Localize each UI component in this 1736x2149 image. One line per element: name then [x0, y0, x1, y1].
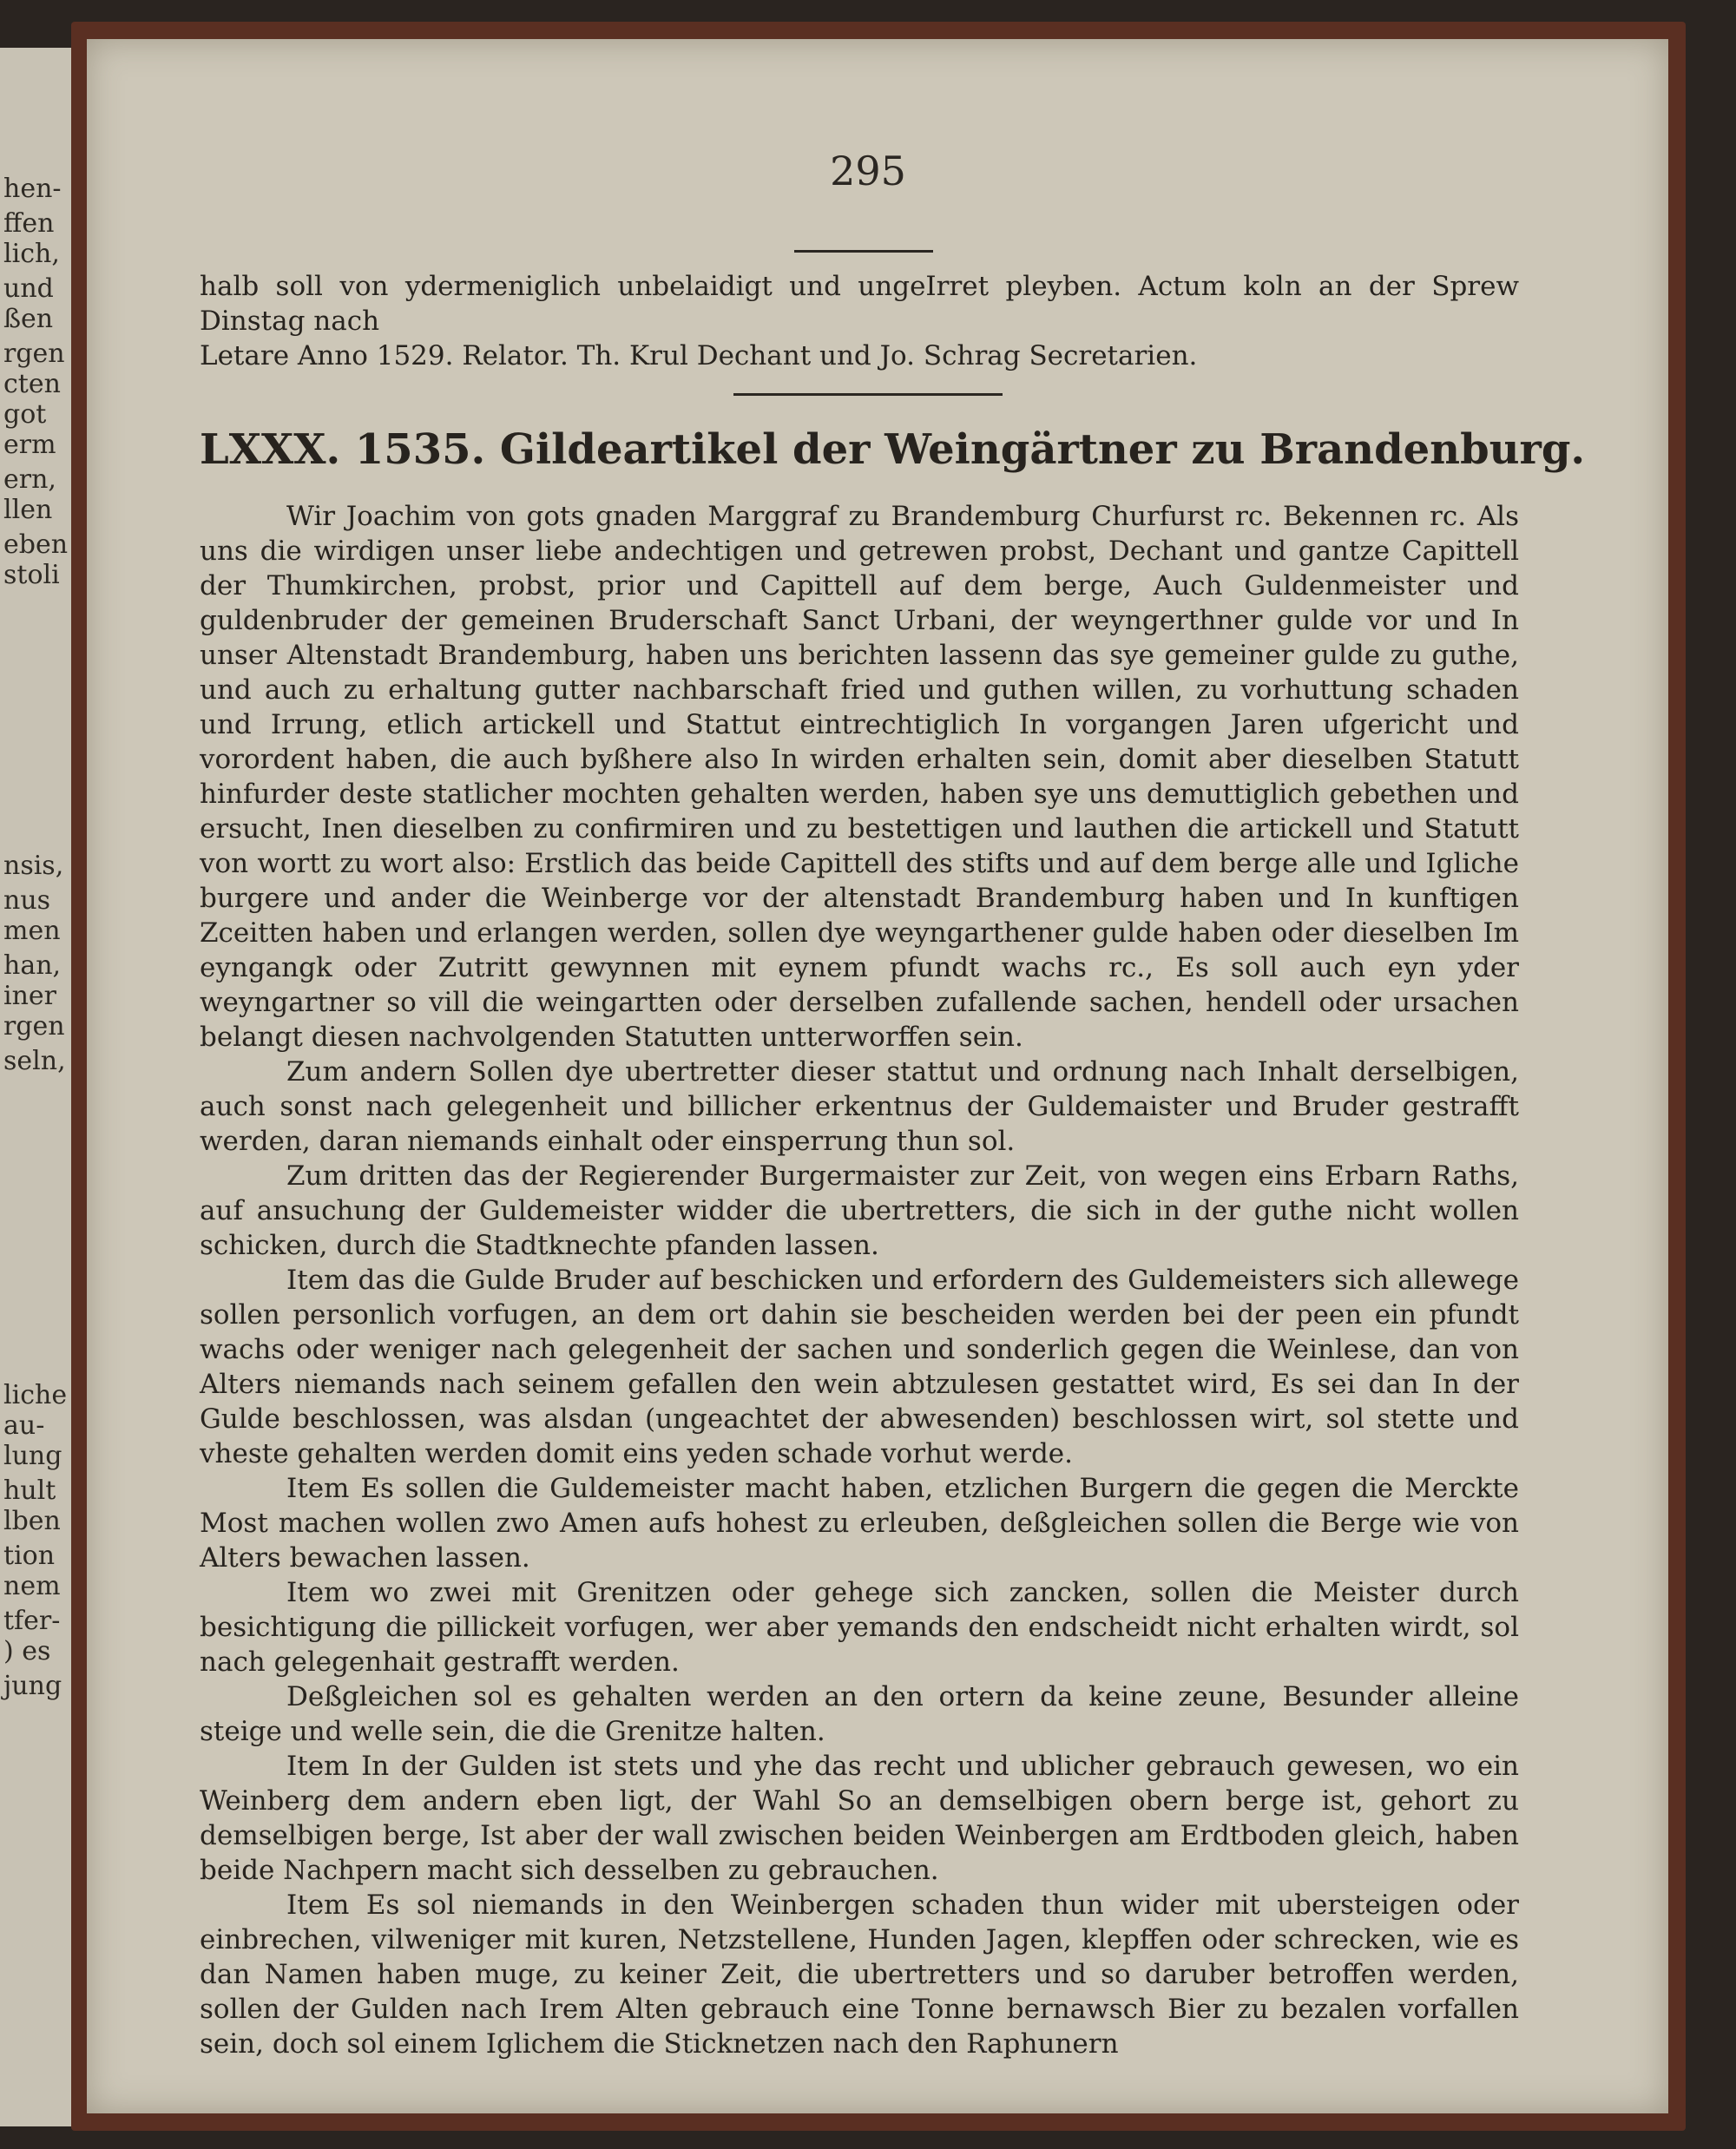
paragraph-zum-dritten: Zum dritten das der Regierender Burgermaister zur Zeit, von wegen eins Erbarn Raths, auf ansuchung der Guldemeister widder die ubertretters, die sich in der guthe nicht wollen schicken, durch die Stadtknechte pfanden lassen. — [200, 1160, 1519, 1261]
article-body — [200, 499, 1519, 2061]
margin-fragment: ) es — [3, 1636, 51, 1666]
margin-fragment: jung — [3, 1671, 62, 1701]
margin-fragment: tfer- — [3, 1606, 61, 1636]
margin-fragment: lben — [3, 1506, 61, 1536]
margin-fragment: ern, — [3, 464, 56, 495]
intro-line-2: Letare Anno 1529. Relator. Th. Krul Dechant und Jo. Schrag Secretarien. — [200, 340, 1198, 371]
paragraph-item-grenitzen: Item wo zwei mit Grenitzen oder gehege sich zancken, sollen die Meister durch besichtigung die pillickeit vorfugen, wer aber yemands den endscheidt nicht erhalten wirdt, sol nach gelegenhait gestrafft werden. — [200, 1577, 1519, 1678]
paragraph-zum-andern: Zum andern Sollen dye ubertretter dieser stattut und ordnung nach Inhalt derselbigen, auch sonst nach gelegenheit und billicher erkentnus der Guldemaister und Bruder gestrafft werden, daran niemands einhalt oder einsperrung thun sol. — [200, 1056, 1519, 1157]
margin-fragment: ßen — [3, 304, 54, 334]
facing-page-edge — [0, 48, 76, 2126]
margin-fragment: und — [3, 273, 54, 304]
page-number-rule — [794, 250, 933, 253]
margin-fragment: got — [3, 399, 47, 430]
margin-fragment: rgen — [3, 338, 65, 369]
margin-fragment: rgen — [3, 1011, 65, 1042]
margin-fragment: lung — [3, 1441, 62, 1471]
margin-fragment: hen- — [3, 174, 62, 204]
margin-fragment: seln, — [3, 1046, 66, 1076]
margin-fragment: llen — [3, 495, 53, 525]
book-page — [87, 39, 1668, 2113]
margin-fragment: lich, — [3, 239, 60, 269]
margin-fragment: stoli — [3, 560, 60, 590]
intro-text — [200, 269, 1519, 373]
section-separator — [733, 393, 1003, 396]
paragraph-desgleichen: Deßgleichen sol es gehalten werden an den ortern da keine zeune, Besunder alleine steige und welle sein, die die Grenitze halten. — [200, 1681, 1519, 1747]
margin-fragment: eben — [3, 529, 69, 560]
page-number: 295 — [830, 148, 906, 194]
margin-fragment: hult — [3, 1475, 56, 1506]
margin-fragment: iner — [3, 981, 57, 1011]
margin-fragment: nus — [3, 885, 51, 916]
margin-fragment: nem — [3, 1571, 61, 1601]
margin-fragment: cten — [3, 369, 61, 399]
margin-fragment: au- — [3, 1410, 45, 1441]
margin-fragment: men — [3, 916, 61, 946]
margin-fragment: han, — [3, 950, 62, 981]
margin-fragment: tion — [3, 1541, 56, 1571]
paragraph-preamble: Wir Joachim von gots gnaden Marggraf zu Brandemburg Churfurst rc. Bekennen rc. Als uns die wirdigen unser liebe andechtigen und getrewen probst, Dechant und gantze Capittell der Thumkirchen, probst, prior und Capittell auf dem berge, Auch Guldenmeister und guldenbruder der gemeinen Bruderschaft Sanct Urbani, der weyngerthner gulde vor und In unser Altenstadt Brandemburg, haben uns berichten lassenn das sye gemeiner gulde zu guthe, und auch zu erhaltung gutter nachbarschaft fried und guthen willen, zu vorhuttung schaden und Irrung, etlich artickell und Stattut eintrechtiglich In vorgangen Jaren ufgericht und vorordent haben, die auch byßhere also In wirden erhalten sein, domit aber dieselben Statutt hinfurder deste statlicher mochten gehalten werden, haben sye uns demuttiglich gebethen und ersucht, Inen dieselben zu confirmiren und zu bestettigen und lauthen die artickell und Statutt von wortt zu wort also: Erstlich das beide Capittell des stifts und auf dem berge alle und Igliche burgere und ander die Weinberge vor der altenstadt Brandemburg haben und In kunftigen Zceitten haben und erlangen werden, sollen dye weyngarthener gulde haben oder dieselben Im eyngangk oder Zutritt gewynnen mit eynem pfundt wachs rc., Es soll auch eyn yder weyngartner so vill die weingartten oder derselben zufallende sachen, hendell oder ursachen belangt diesen nachvolgenden Statutten untterworffen sein. — [200, 501, 1519, 1053]
margin-fragment: ffen — [3, 208, 55, 239]
margin-fragment: nsis, — [3, 851, 64, 881]
paragraph-item-schaden: Item Es sol niemands in den Weinbergen schaden thun wider mit ubersteigen oder einbrechen, vilweniger mit kuren, Netzstellene, Hunden Jagen, klepffen oder schrecken, wie es dan Namen haben muge, zu keiner Zeit, die ubertretters und so daruber betroffen werden, sollen der Gulden nach Irem Alten gebrauch eine Tonne bernawsch Bier zu bezalen vorfallen sein, doch sol einem Iglichem die Sticknetzen nach den Raphunern — [200, 1889, 1519, 2060]
section-heading: LXXX. 1535. Gildeartikel der Weingärtner zu Brandenburg. — [200, 425, 1586, 474]
margin-fragment: liche — [3, 1380, 68, 1410]
paragraph-item-weinberg: Item In der Gulden ist stets und yhe das recht und ublicher gebrauch gewesen, wo ein Weinberg dem andern eben ligt, der Wahl So an demselbigen obern berge ist, gehort zu demselbigen berge, Ist aber der wall zwischen beiden Weinbergen am Erdtboden gleich, haben beide Nachpern macht sich desselben zu gebrauchen. — [200, 1751, 1519, 1886]
margin-fragment: erm — [3, 430, 56, 460]
intro-line-1: halb soll von ydermeniglich unbelaidigt und ungeIrret pleyben. Actum koln an der Sprew Dinstag nach — [200, 271, 1519, 337]
paragraph-item-gulde-bruder: Item das die Gulde Bruder auf beschicken und erfordern des Guldemeisters sich allewege sollen personlich vorfugen, an dem ort dahin sie bescheiden werden bei der peen ein pfundt wachs oder weniger nach gelegenheit der sachen und sonderlich gegen die Weinlese, dan von Alters niemands nach seinem gefallen den wein abtzulesen gestattet wird, Es sei dan In der Gulde beschlossen, was alsdan (ungeachtet der abwesenden) beschlossen wirt, sol stette und vheste gehalten werden domit eins yeden schade vorhut werde. — [200, 1265, 1519, 1469]
paragraph-item-guldemeister: Item Es sollen die Guldemeister macht haben, etzlichen Burgern die gegen die Merckte Most machen wollen zwo Amen aufs hohest zu erleuben, deßgleichen sollen die Berge wie von Alters bewachen lassen. — [200, 1473, 1519, 1574]
